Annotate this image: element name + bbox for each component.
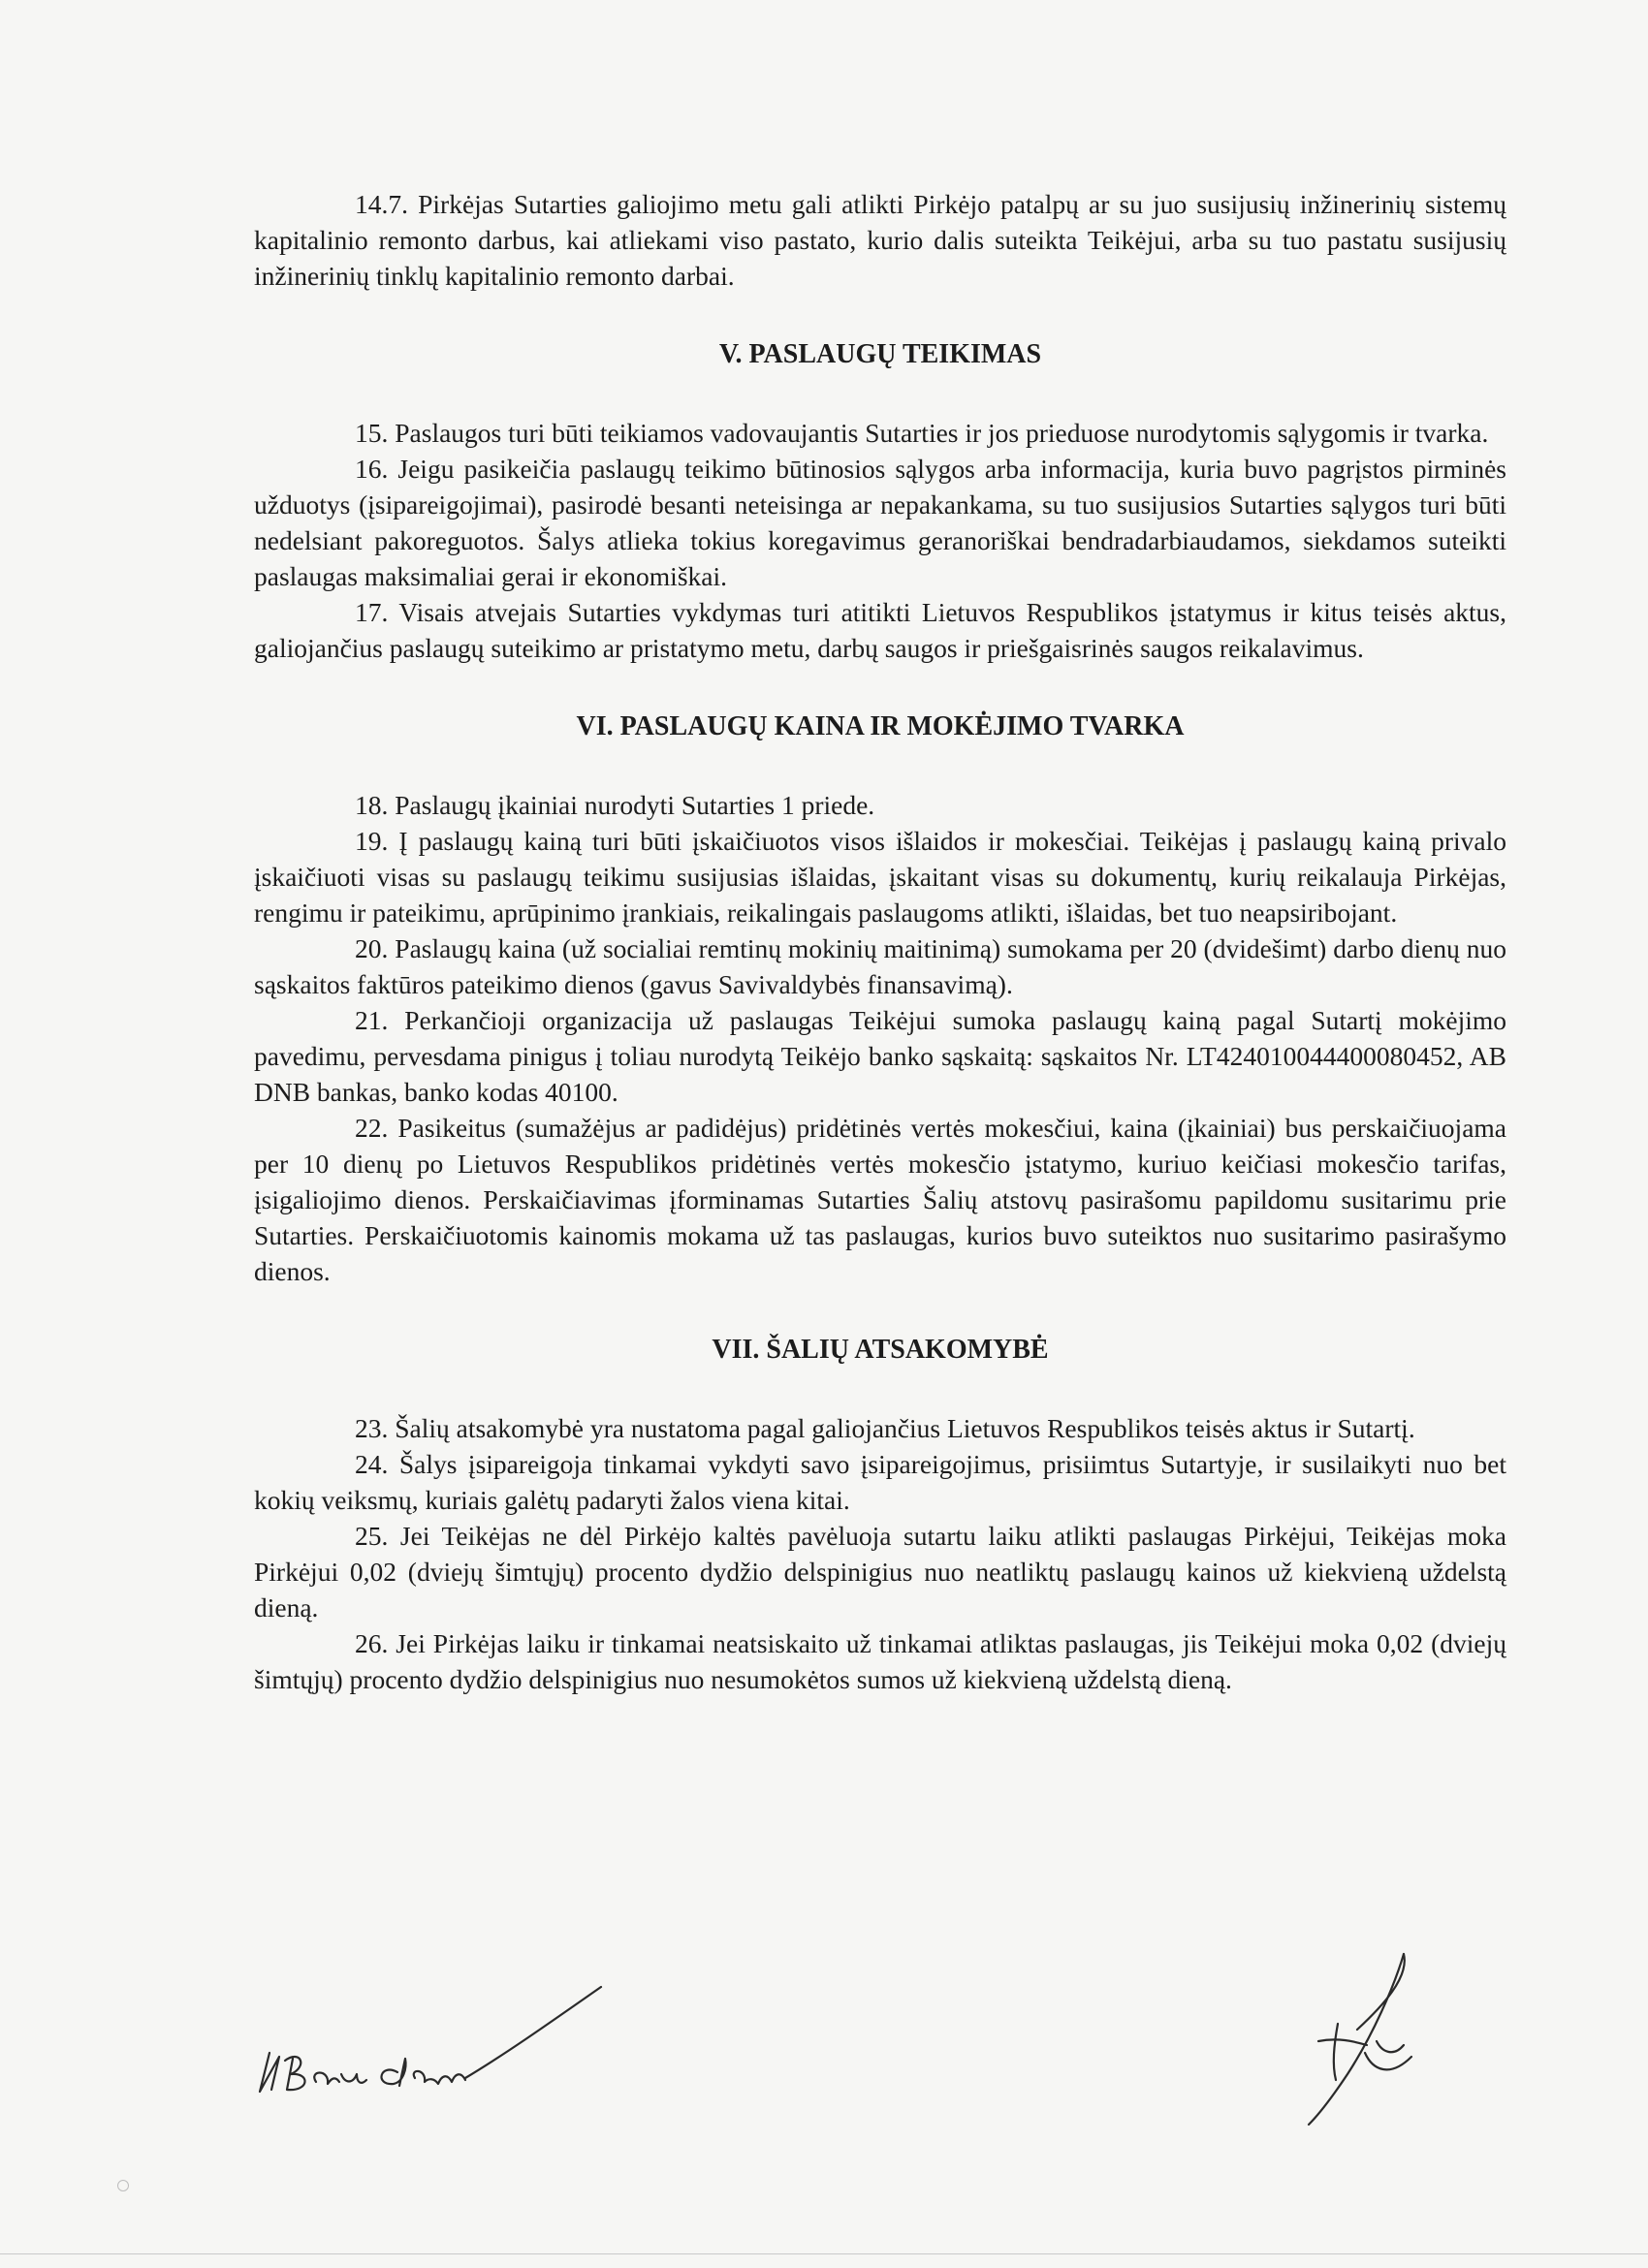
paragraph-21: 21. Perkančioji organizacija už paslaugas Teikėjui sumoka paslaugų kainą pagal Sutartį mokėjimo pavedimu, pervesdama pinigus į toliau nurodytą Teikėjo banko sąskaitą: sąskaitos Nr. LT424010044400080452, AB DNB bankas, banko kodas 40100. <box>254 1005 1506 1107</box>
paragraph-23: 23. Šalių atsakomybė yra nustatoma pagal galiojančius Lietuvos Respublikos teisės aktus ir Sutartį. <box>355 1413 1415 1443</box>
paragraph-15: 15. Paslaugos turi būti teikiamos vadovaujantis Sutarties ir jos prieduose nurodytomis sąlygomis ir tvarka. <box>355 418 1489 448</box>
paragraph-17: 17. Visais atvejais Sutarties vykdymas turi atitikti Lietuvos Respublikos įstatymus ir kitus teisės aktus, galiojančius paslaugų suteikimo ar pristatymo metu, darbų saugos ir priešgaisrinės saugos reikalavimus. <box>254 597 1506 663</box>
paragraph-18: 18. Paslaugų įkainiai nurodyti Sutarties 1 priede. <box>355 790 875 820</box>
paragraph-24: 24. Šalys įsipareigoja tinkamai vykdyti savo įsipareigojimus, prisiimtus Sutartyje, ir susilaikyti nuo bet kokių veiksmų, kuriais galėtų padaryti žalos viena kitai. <box>254 1449 1506 1515</box>
signature-right <box>1289 1948 1444 2132</box>
punch-hole-mark <box>117 2180 129 2191</box>
page-bottom-edge <box>0 2253 1648 2254</box>
paragraph-14-7: 14.7. Pirkėjas Sutarties galiojimo metu gali atlikti Pirkėjo patalpų ar su juo susijusių inžinerinių sistemų kapitalinio remonto darbus, kai atliekami viso pastato, kurio dalis suteikta Teikėjui, arba su tuo pastatu susijusių inžinerinių tinklų kapitalinio remonto darbai. <box>254 189 1506 291</box>
paragraph-20: 20. Paslaugų kaina (už socialiai remtinų mokinių maitinimą) sumokama per 20 (dvidešimt) darbo dienų nuo sąskaitos faktūros pateikimo dienos (gavus Savivaldybės finansavimą). <box>254 933 1506 999</box>
paragraph-16: 16. Jeigu pasikeičia paslaugų teikimo būtinosios sąlygos arba informacija, kuria buvo pagrįstos pirminės užduotys (įsipareigojimai), pasirodė besanti neteisinga ar nepakankama, su tuo susijusios Sutarties sąlygos turi būti nedelsiant pakoreguotos. Šalys atlieka tokius koregavimus geranoriškai bendradarbiaudamos, siekdamos suteikti paslaugas maksimaliai gerai ir ekonomiškai. <box>254 454 1506 591</box>
paragraph-19: 19. Į paslaugų kainą turi būti įskaičiuotos visos išlaidos ir mokesčiai. Teikėjas į paslaugų kainą privalo įskaičiuoti visas su paslaugų teikimu susijusias išlaidas, įskaitant visas su dokumentų, kurių reikalauja Pirkėjas, rengimu ir pateikimu, aprūpinimo įrankiais, reikalingais paslaugoms atlikti, išlaidas, bet tuo neapsiribojant. <box>254 826 1506 928</box>
section-heading-v: V. PASLAUGŲ TEIKIMAS <box>718 339 1042 369</box>
document-body <box>254 186 1506 1697</box>
signature-left <box>252 1977 620 2103</box>
section-heading-vii: VII. ŠALIŲ ATSAKOMYBĖ <box>712 1335 1049 1365</box>
paragraph-22: 22. Pasikeitus (sumažėjus ar padidėjus) pridėtinės vertės mokesčiui, kaina (įkainiai) bus perskaičiuojama per 10 dienų po Lietuvos Respublikos pridėtinės vertės mokesčio įstatymo, kuriuo keičiasi mokesčio tarifas, įsigaliojimo dienos. Perskaičiavimas įforminamas Sutarties Šalių atstovų pasirašomu papildomu susitarimu prie Sutarties. Perskaičiuotomis kainomis mokama už tas paslaugas, kurios buvo suteiktos nuo susitarimo pasirašymo dienos. <box>254 1113 1506 1286</box>
paragraph-26: 26. Jei Pirkėjas laiku ir tinkamai neatsiskaito už tinkamai atliktas paslaugas, jis Teikėjui moka 0,02 (dviejų šimtųjų) procento dydžio delspinigius nuo nesumokėtos sumos už kiekvieną uždelstą dieną. <box>254 1628 1506 1694</box>
section-heading-vi: VI. PASLAUGŲ KAINA IR MOKĖJIMO TVARKA <box>576 711 1185 741</box>
paragraph-25: 25. Jei Teikėjas ne dėl Pirkėjo kaltės pavėluoja sutartu laiku atlikti paslaugas Pirkėjui, Teikėjas moka Pirkėjui 0,02 (dviejų šimtųjų) procento dydžio delspinigius nuo neatliktų paslaugų kainos už kiekvieną uždelstą dieną. <box>254 1521 1506 1622</box>
